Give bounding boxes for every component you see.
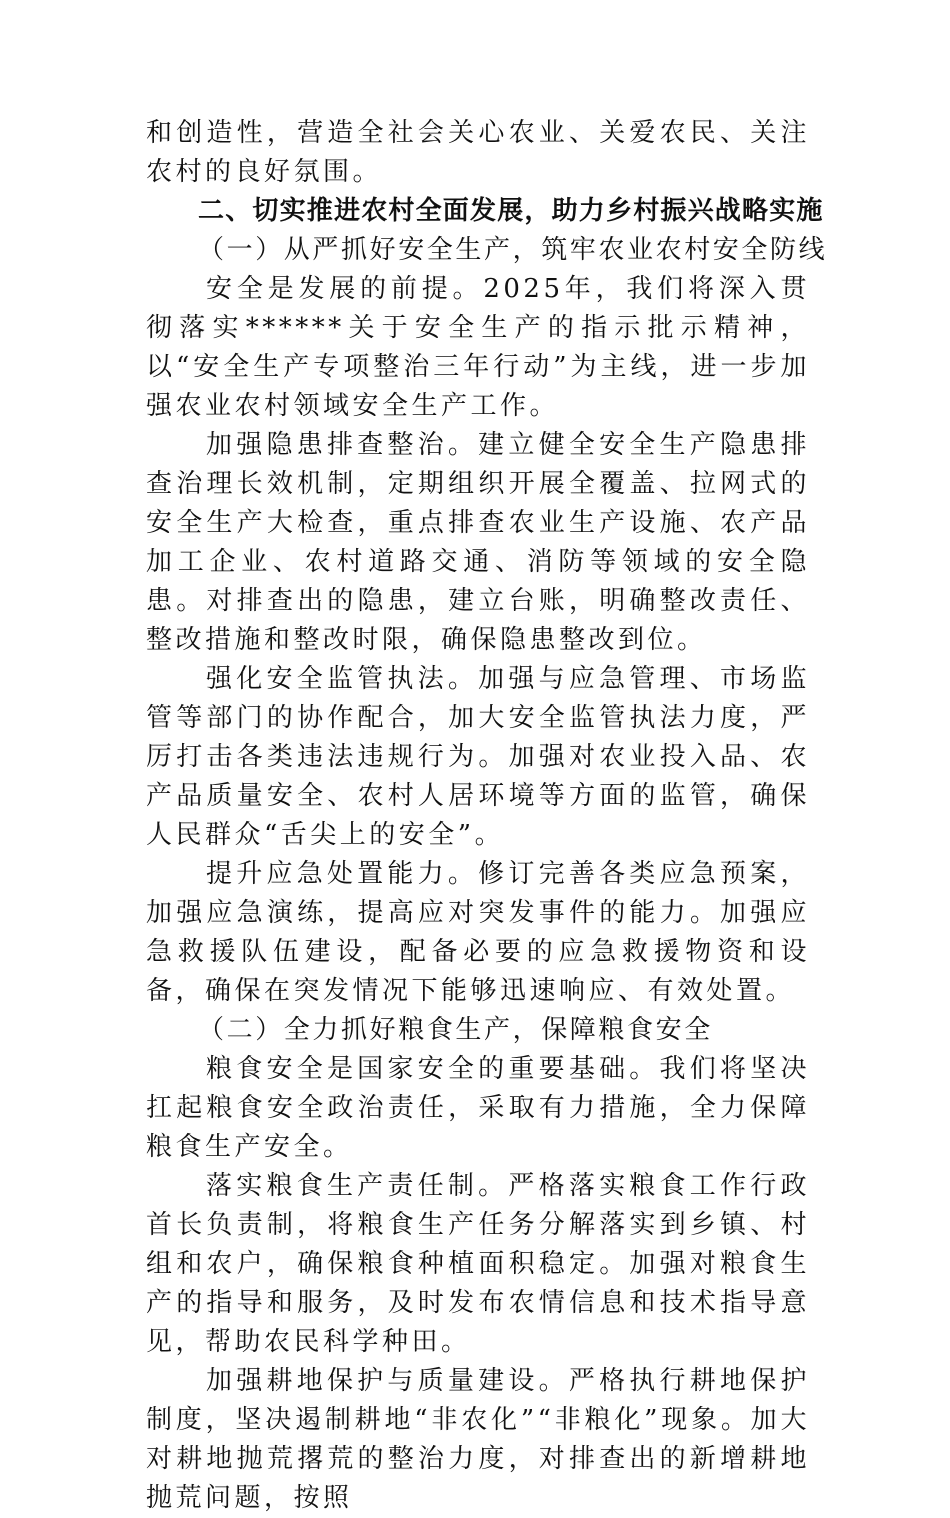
paragraph-supervision: 强化安全监管执法。加强与应急管理、市场监管等部门的协作配合，加大安全监管执法力度，严厉打击各类违法违规行为。加强对农业投入品、农产品质量安全、农村人居环境等方面的监管，确保人民群众“舌尖上的安全”。 <box>146 664 810 850</box>
paragraph-safety-intro: 安全是发展的前提。2025年，我们将深入贯彻落实******关于安全生产的指示批示精神，以“安全生产专项整治三年行动”为主线，进一步加强农业农村领域安全生产工作。 <box>146 274 810 421</box>
paragraph-farmland-protection: 加强耕地保护与质量建设。严格执行耕地保护制度，坚决遏制耕地“非农化”“非粮化”现象。加大对耕地抛荒撂荒的整治力度，对排查出的新增耕地抛荒问题，按照 <box>146 1366 810 1513</box>
paragraph-continuation: 和创造性，营造全社会关心农业、关爱农民、关注农村的良好氛围。 <box>146 118 810 187</box>
paragraph-responsibility: 落实粮食生产责任制。严格落实粮食工作行政首长负责制，将粮食生产任务分解落实到乡镇、村组和农户，确保粮食种植面积稳定。加强对粮食生产的指导和服务，及时发布农情信息和技术指导意见，帮助农民科学种田。 <box>146 1171 810 1357</box>
paragraph-emergency: 提升应急处置能力。修订完善各类应急预案，加强应急演练，提高应对突发事件的能力。加强应急救援队伍建设，配备必要的应急救援物资和设备，确保在突发情况下能够迅速响应、有效处置。 <box>146 859 810 1006</box>
subsection-heading-1: （一）从严抓好安全生产，筑牢农业农村安全防线 <box>198 235 828 265</box>
paragraph-hazard-inspection: 加强隐患排查整治。建立健全安全生产隐患排查治理长效机制，定期组织开展全覆盖、拉网式的安全生产大检查，重点排查农业生产设施、农产品加工企业、农村道路交通、消防等领域的安全隐患。对排查出的隐患，建立台账，明确整改责任、整改措施和整改时限，确保隐患整改到位。 <box>146 430 810 655</box>
section-heading-2: 二、切实推进农村全面发展，助力乡村振兴战略实施 <box>198 196 824 226</box>
subsection-heading-2: （二）全力抓好粮食生产，保障粮食安全 <box>198 1015 713 1045</box>
document-body <box>146 114 828 1518</box>
paragraph-food-security: 粮食安全是国家安全的重要基础。我们将坚决扛起粮食安全政治责任，采取有力措施，全力保障粮食生产安全。 <box>146 1054 810 1162</box>
